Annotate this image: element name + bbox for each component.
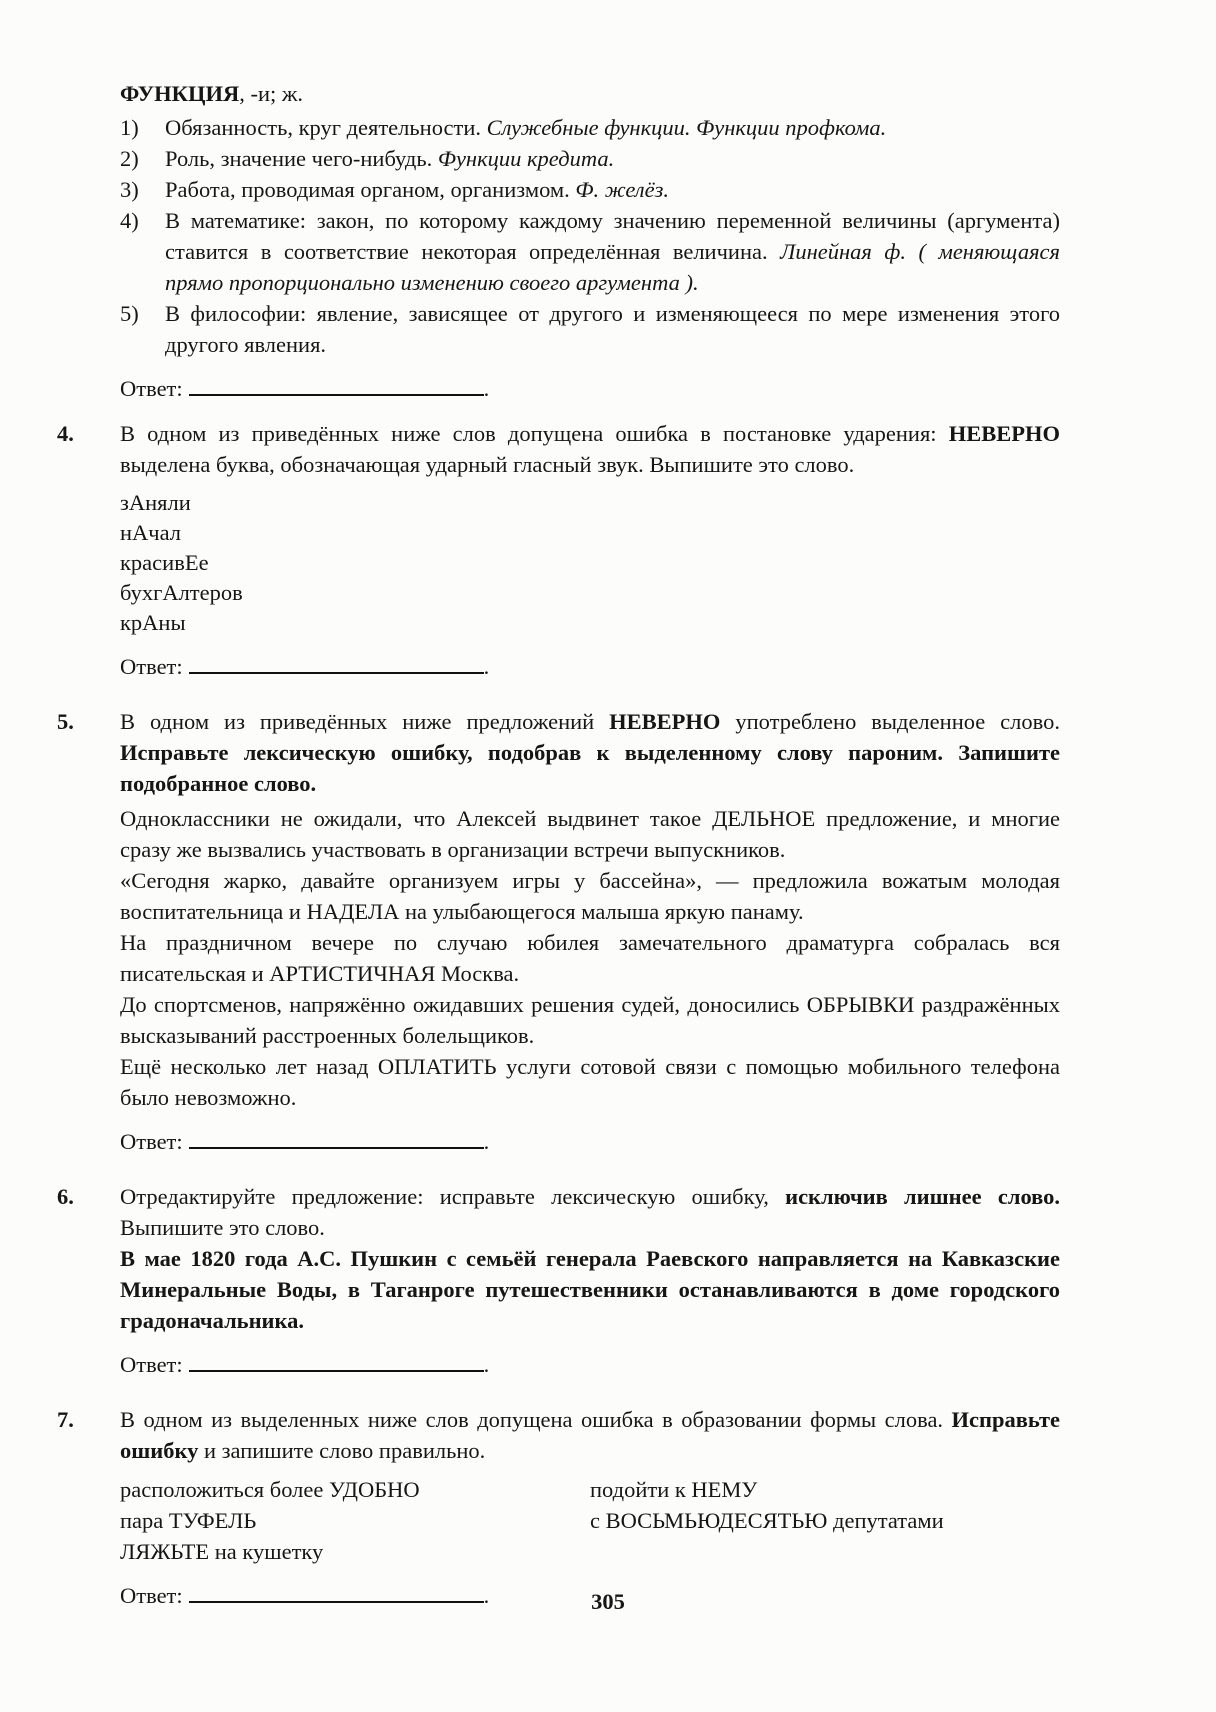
prompt-text: употреблено выделенное слово. [720,709,1060,734]
prompt-text: В одном из приведённых ниже слов допущена ошибка в постановке ударения: [120,421,949,446]
sense-definition: В математике: закон, по которому каждому значению переменной величины (аргумента) ставится в соответствие некоторая определённая величина. [165,208,1060,264]
prompt-text: и запишите слово правильно. [198,1438,486,1463]
question-prompt [120,1404,1060,1466]
sense-number: 5) [120,301,139,326]
word-option: нАчал [120,520,182,545]
word-option: крАны [120,610,186,635]
sense-text [165,205,1060,298]
answer-label: Ответ: [120,1352,183,1377]
word-option: бухгАлтеров [120,580,243,605]
sense-example: Ф. желёз. [575,177,669,202]
question-number: 4. [57,421,74,446]
prompt-text: В одном из приведённых ниже предложений [120,709,610,734]
sentence: Ещё несколько лет назад ОПЛАТИТЬ услуги сотовой связи с помощью мобильного телефона было невозможно. [120,1054,1060,1110]
sense-definition: Обязанность, круг деятельности. [165,115,487,140]
question-number: 7. [57,1407,74,1432]
sentence: На праздничном вечере по случаю юбилея замечательного драматурга собралась вся писательская и АРТИСТИЧНАЯ Москва. [120,930,1060,986]
sentence: «Сегодня жарко, давайте организуем игры у бассейна», — предложила вожатым молодая воспитательница и НАДЕЛА на улыбающегося малыша яркую панаму. [120,868,1060,924]
answer-label: Ответ: [120,1129,183,1154]
answer-period: . [483,376,490,401]
answer-period: . [483,1583,490,1608]
sentence-options [120,803,1060,1113]
prompt-bold-text: НЕВЕРНО [609,709,721,734]
sense-definition: Роль, значение чего-нибудь. [165,146,438,171]
sense-text [165,298,1060,360]
answer-row [120,651,1060,682]
sense-text [165,112,1060,143]
dictionary-entry [120,78,1060,404]
bold-sentence: В мае 1820 года А.С. Пушкин с семьёй генерала Раевского направляется на Кавказские Минеральные Воды, в Таганроге путешественники останавливаются в доме городского градоначальника. [120,1246,1060,1333]
question-5 [57,706,1060,1171]
option-item: с ВОСЬМЬЮДЕСЯТЬЮ депутатами [590,1508,944,1533]
answer-row [120,373,1060,404]
prompt-text: Выпишите это слово. [120,1215,325,1240]
word-option: зАняли [120,490,191,515]
options-column-left [120,1474,590,1567]
sense-number: 3) [120,177,139,202]
sense-item [120,143,1060,174]
sense-example: Линейная ф. ( меняющаяся прямо пропорционально изменению своего аргумента ). [165,239,1060,295]
answer-period: . [483,654,490,679]
sense-number: 2) [120,146,139,171]
sense-text [165,174,1060,205]
question-prompt [120,418,1060,480]
question-6 [57,1181,1060,1394]
sense-number: 1) [120,115,139,140]
prompt-bold-text: исключив лишнее слово. [785,1184,1061,1209]
sense-text [165,143,1060,174]
sentence: Одноклассники не ожидали, что Алексей выдвинет такое ДЕЛЬНОЕ предложение, и многие сразу же вызвались участвовать в организации встречи выпускников. [120,806,1060,862]
dictionary-grammar: , -и; ж. [239,81,304,106]
sense-item [120,174,1060,205]
prompt-bold-text: НЕВЕРНО [948,421,1060,446]
answer-blank [189,375,484,396]
answer-period: . [483,1129,490,1154]
dictionary-headword-line [120,78,1060,109]
question-4 [57,418,1060,696]
answer-blank [189,653,484,674]
answer-blank [189,1128,484,1149]
answer-period: . [483,1352,490,1377]
question-prompt [120,1181,1060,1243]
answer-row [120,1349,1060,1380]
sense-example: Служебные функции. Функции профкома. [486,115,887,140]
page-number: 305 [591,1589,625,1614]
sense-item [120,205,1060,298]
answer-label: Ответ: [120,654,183,679]
prompt-bold-text: Исправьте ошибку [120,1407,1060,1463]
sense-definition: Работа, проводимая органом, организмом. [165,177,576,202]
prompt-text: Отредактируйте предложение: исправьте лексическую ошибку, [120,1184,786,1209]
question-prompt [120,706,1060,799]
answer-label: Ответ: [120,1583,183,1608]
sense-example: Функции кредита. [437,146,615,171]
question-number: 5. [57,709,74,734]
word-options [120,488,1060,638]
prompt-text: выделена буква, обозначающая ударный гласный звук. Выпишите это слово. [120,452,855,477]
prompt-bold-text: Исправьте лексическую ошибку, подобрав к выделенному слову пароним. Запишите подобранное слово. [120,740,1060,796]
word-option: красивЕе [120,550,209,575]
option-item: подойти к НЕМУ [590,1477,758,1502]
sense-item [120,112,1060,143]
prompt-text: В одном из выделенных ниже слов допущена ошибка в образовании формы слова. [120,1407,952,1432]
sense-definition: В философии: явление, зависящее от другого и изменяющееся по мере изменения этого другого явления. [165,301,1060,357]
dictionary-headword: ФУНКЦИЯ [120,81,240,106]
option-item: пара ТУФЕЛЬ [120,1508,257,1533]
answer-row [120,1126,1060,1157]
options-columns [120,1474,1060,1567]
sentence: До спортсменов, напряжённо ожидавших решения судей, доносились ОБРЫВКИ раздражённых высказываний расстроенных болельщиков. [120,992,1060,1048]
answer-label: Ответ: [120,376,183,401]
sense-item [120,298,1060,360]
answer-blank [189,1351,484,1372]
sense-number: 4) [120,208,139,233]
options-column-right [590,1474,1060,1567]
option-item: ЛЯЖЬТЕ на кушетку [120,1539,324,1564]
question-number: 6. [57,1184,74,1209]
option-item: расположиться более УДОБНО [120,1477,420,1502]
